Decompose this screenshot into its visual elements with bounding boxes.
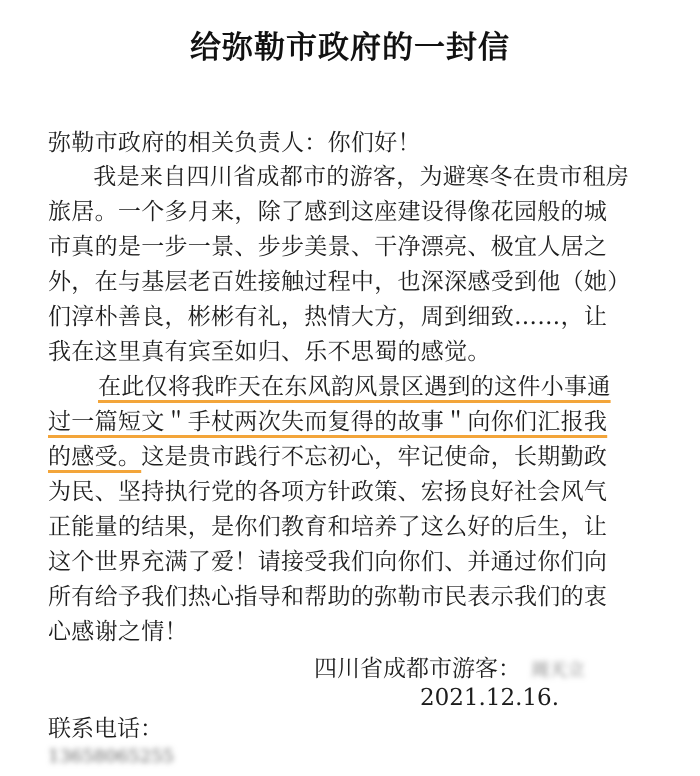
paragraph-2-underlined-end: 的感受。 [48,444,142,470]
letter-date: 2021.12.16. [420,685,559,711]
paragraph-2-line-8: 心感谢之情！ [48,619,188,645]
paragraph-1-line-1: 我是来自四川省成都市的游客，为避寒冬在贵市租房 [70,164,630,190]
paragraph-2-line-3-rest: 这是贵市践行不忘初心，牢记使命，长期勤政 [141,444,608,470]
paragraph-2-line-6: 这个世界充满了爱！请接受我们向你们、并通过你们向 [48,549,608,575]
paragraph-1-line-6: 我在这里真有宾至如归、乐不思蜀的感觉。 [48,339,491,365]
paragraph-2-line-1: 在此仅将我昨天在东风韵风景区遇到的这件小事通 [98,374,611,400]
paragraph-2-line-3 [48,438,607,471]
paragraph-2-line-5: 正能量的结果，是你们教育和培养了这么好的后生，让 [48,514,608,540]
paragraph-2-line-4: 为民、坚持执行党的各项方针政策、宏扬良好社会风气 [48,479,608,505]
signature-label: 四川省成都市游客： [314,656,521,682]
paragraph-2-line-2: 过一篇短文＂手杖两次失而复得的故事＂向你们汇报我 [48,409,608,435]
signature [314,650,585,683]
paragraph-2-line-7: 所有给予我们热心指导和帮助的弥勒市民表示我们的衷 [48,584,608,610]
letter-title: 给弥勒市政府的一封信 [190,30,510,66]
paragraph-1-line-2: 旅居。一个多月来，除了感到这座建设得像花园般的城 [48,199,608,225]
phone-label: 联系电话： [48,716,163,742]
paragraph-1-line-4: 外，在与基层老百姓接触过程中，也深深感受到他（她） [48,269,631,295]
phone-number-text: 13658065255 [48,746,174,767]
salutation: 弥勒市政府的相关负责人：你们好！ [48,130,421,156]
signature-name-blurred: 周天立 [531,660,585,681]
phone-number-blurred [48,742,174,768]
paragraph-1-line-5: 们淳朴善良，彬彬有礼，热情大方，周到细致……，让 [48,304,608,330]
paragraph-1-line-3: 市真的是一步一景、步步美景、干净漂亮、极宜人居之 [48,234,608,260]
